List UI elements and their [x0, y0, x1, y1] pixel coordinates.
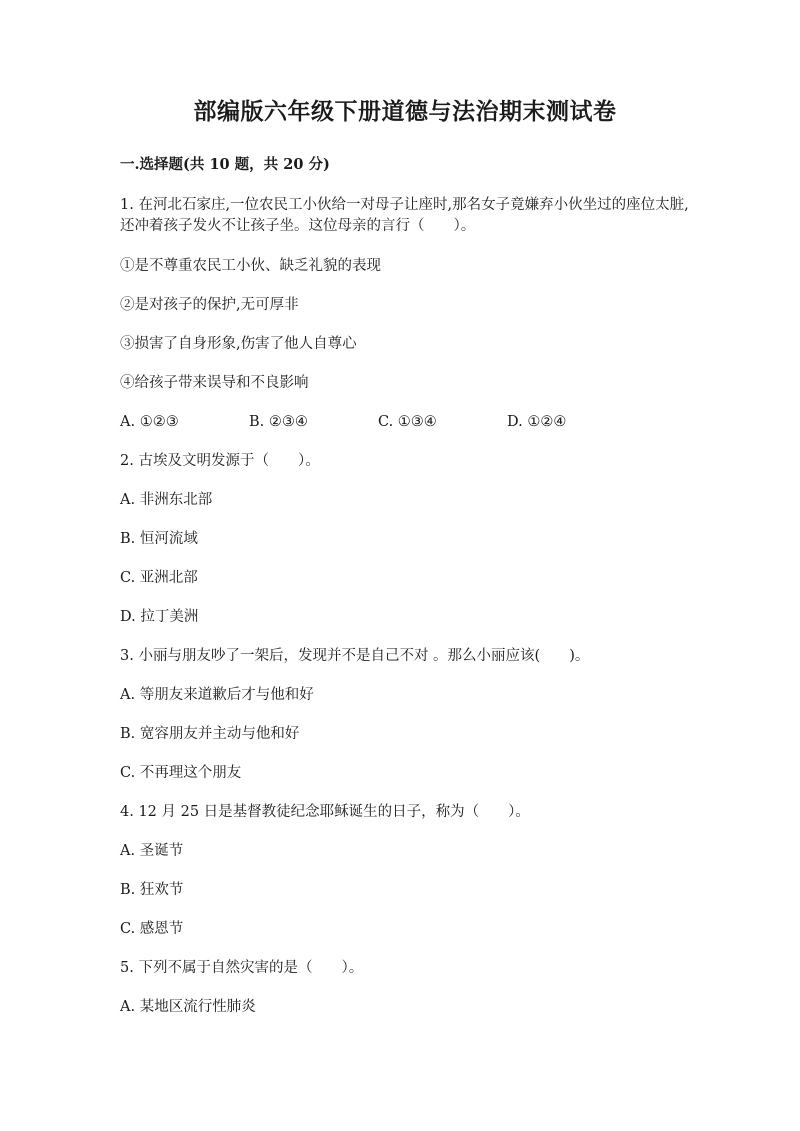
option-c: C. 不再理这个朋友	[120, 765, 242, 781]
choice-d: D. ①②④	[507, 414, 567, 430]
option-a: A. 某地区流行性肺炎	[120, 999, 256, 1015]
question-3	[120, 646, 690, 783]
option-a: A. 圣诞节	[120, 843, 184, 859]
choices-row	[120, 412, 690, 432]
question-4	[120, 802, 690, 939]
question-5	[120, 958, 690, 1017]
option-b: B. 恒河流域	[120, 531, 198, 547]
choice-c: C. ①③④	[378, 414, 437, 430]
question-stem: 2. 古埃及文明发源于（ ）。	[120, 453, 320, 469]
option-b: B. 宽容朋友并主动与他和好	[120, 726, 300, 742]
option-a: A. 等朋友来道歉后才与他和好	[120, 687, 314, 703]
statement-2: ②是对孩子的保护,无可厚非	[120, 297, 299, 313]
question-1	[120, 195, 690, 432]
option-c: C. 感恩节	[120, 921, 184, 937]
exam-title: 部编版六年级下册道德与法治期末测试卷	[193, 98, 617, 125]
choice-b: B. ②③④	[249, 414, 308, 430]
option-c: C. 亚洲北部	[120, 570, 198, 586]
question-2	[120, 451, 690, 627]
statement-4: ④给孩子带来误导和不良影响	[120, 375, 309, 391]
option-a: A. 非洲东北部	[120, 492, 213, 508]
statement-3: ③损害了自身形象,伤害了他人自尊心	[120, 336, 357, 352]
option-d: D. 拉丁美洲	[120, 609, 199, 625]
question-stem: 3. 小丽与朋友吵了一架后，发现并不是自己不对 。那么小丽应该( )。	[120, 648, 590, 664]
choice-a: A. ①②③	[120, 414, 179, 430]
question-stem: 1. 在河北石家庄,一位农民工小伙给一对母子让座时,那名女子竟嫌弃小伙坐过的座位太脏,还冲着孩子发火不让孩子坐。这位母亲的言行（ ）。	[120, 197, 689, 234]
statement-1: ①是不尊重农民工小伙、缺乏礼貌的表现	[120, 258, 381, 274]
section-heading-multiple-choice: 一.选择题(共 10 题，共 20 分)	[120, 156, 330, 173]
option-b: B. 狂欢节	[120, 882, 184, 898]
question-stem: 5. 下列不属于自然灾害的是（ ）。	[120, 960, 364, 976]
question-stem: 4. 12 月 25 日是基督教徒纪念耶稣诞生的日子，称为（ ）。	[120, 804, 530, 820]
